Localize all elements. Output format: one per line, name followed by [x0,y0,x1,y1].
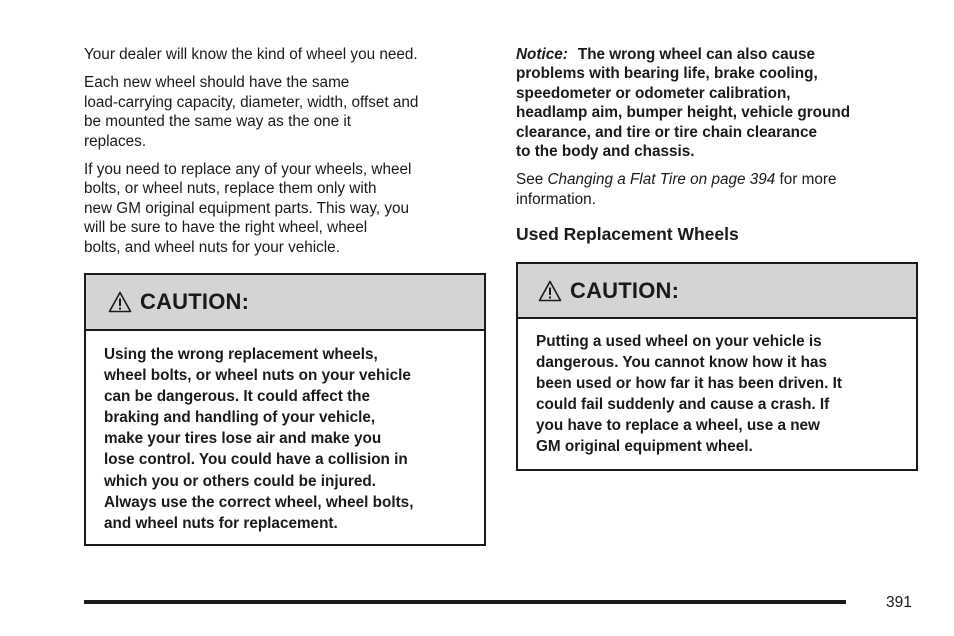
text-line: bolts, and wheel nuts for your vehicle. [84,238,340,256]
text-line: problems with bearing life, brake cooling, [516,65,818,83]
text-line: The wrong wheel can also cause [577,46,816,63]
caution-line: make your tires lose air and make you [104,430,382,448]
paragraph-replace [84,160,486,257]
caution-body [518,319,916,458]
caution-line: lose control. You could have a collision in [104,451,408,469]
caution-line: which you or others could be injured. [104,472,376,490]
text-line: load-carrying capacity, diameter, width, offset and [84,93,419,111]
notice-paragraph [516,45,918,161]
caution-box-used-wheels [516,262,918,471]
see-reference-paragraph [516,170,918,209]
caution-line: wheel bolts, or wheel nuts on your vehicle [104,367,411,385]
caution-line: been used or how far it has been driven. It [536,375,842,393]
caution-body [86,331,484,534]
caution-line: Always use the correct wheel, wheel bolts, [104,493,414,511]
caution-line: Putting a used wheel on your vehicle is [536,333,822,350]
caution-header [86,275,484,331]
caution-line: and wheel nuts for replacement. [104,514,338,532]
text-line: clearance, and tire or tire chain clearance [516,123,817,141]
text-line: Each new wheel should have the same [84,74,350,92]
caution-header [518,264,916,319]
text-line: headlamp aim, bumper height, vehicle ground [516,104,851,122]
see-suffix: for more [775,171,837,189]
page-number: 391 [886,594,912,611]
cross-reference-link[interactable]: Changing a Flat Tire on page 394 [547,171,776,189]
paragraph-dealer: Your dealer will know the kind of wheel you need. [84,46,418,63]
left-column [84,45,486,257]
caution-box-wrong-wheels [84,273,486,546]
caution-line: dangerous. You cannot know how it has [536,354,827,372]
paragraph-new-wheel [84,73,486,151]
footer-rule [84,600,846,604]
caution-line: can be dangerous. It could affect the [104,388,371,406]
caution-title: CAUTION: [570,277,680,303]
caution-line: braking and handling of your vehicle, [104,409,376,427]
text-line: replaces. [84,132,147,150]
text-line: information. [516,190,596,208]
text-line: bolts, or wheel nuts, replace them only with [84,180,377,198]
warning-triangle-icon [538,280,562,302]
section-heading: Used Replacement Wheels [516,224,739,245]
caution-line: Using the wrong replacement wheels, [104,346,378,363]
notice-label: Notice: [516,46,568,63]
see-prefix: See [516,171,548,189]
warning-triangle-icon [108,291,132,313]
text-line: new GM original equipment parts. This way, you [84,199,410,217]
text-line: to the body and chassis. [516,143,695,161]
caution-line: you have to replace a wheel, use a new [536,417,820,435]
caution-line: GM original equipment wheel. [536,438,753,456]
caution-line: could fail suddenly and cause a crash. If [536,396,830,414]
right-column [516,45,918,245]
text-line: be mounted the same way as the one it [84,113,352,131]
caution-title: CAUTION: [140,289,250,314]
text-line: speedometer or odometer calibration, [516,84,791,102]
text-line: If you need to replace any of your wheels, wheel [84,161,412,179]
text-line: will be sure to have the right wheel, wheel [84,219,368,237]
